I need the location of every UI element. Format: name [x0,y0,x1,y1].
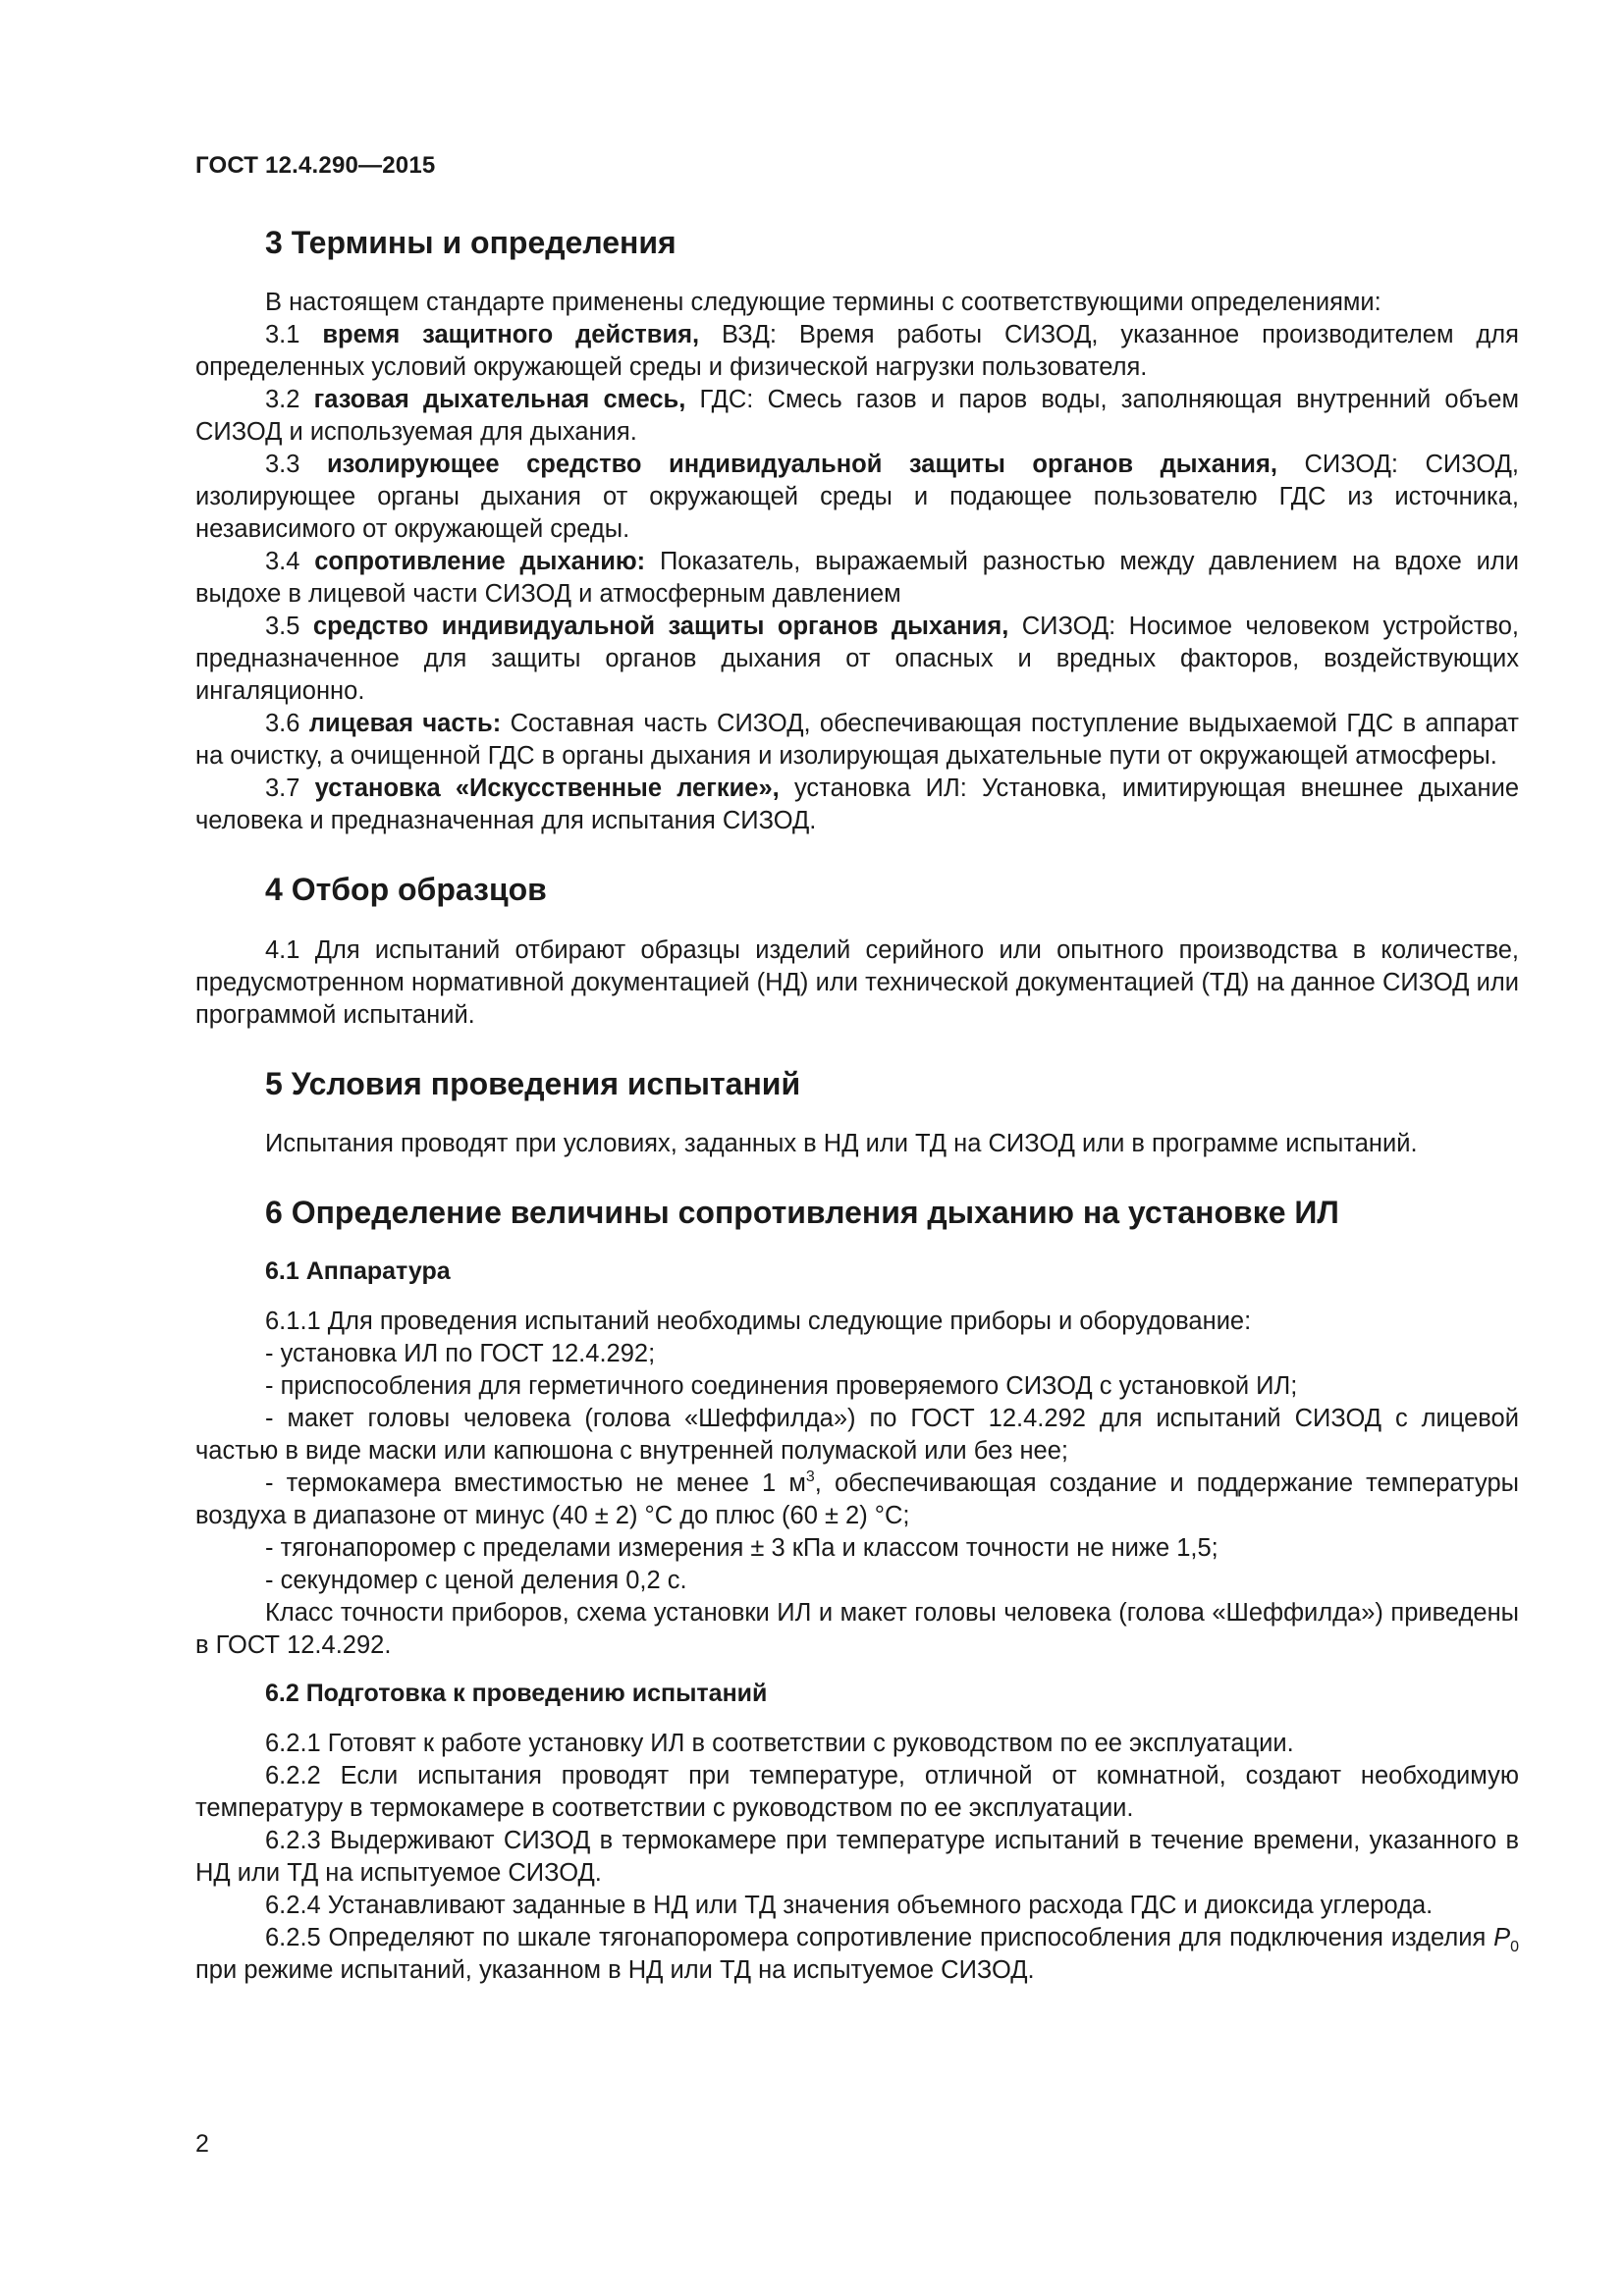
term-name: лицевая часть: [308,710,502,738]
term-name: сопротивление дыханию: [314,548,646,576]
subscript: 0 [1510,1938,1519,1955]
section-3-intro: В настоящем стандарте применены следующие термины с соответствующими определениями: [265,289,1381,317]
paragraph-4-1: 4.1 Для испытаний отбирают образцы изделий серийного или опытного производства в количестве, предусмотренном нормативной документацией (НД) или технической документацией (ТД) на данное СИЗОД или программой испытаний. [195,935,1519,1029]
paragraph-6-2-5 [195,1922,1519,1987]
subsection-6-2-title: 6.2 Подготовка к проведению испытаний [265,1679,768,1707]
term-name: изолирующее средство индивидуальной защиты органов дыхания, [326,451,1277,479]
subsection-6-1-title: 6.1 Аппаратура [265,1256,451,1285]
term-name: газовая дыхательная смесь, [313,386,686,414]
symbol-p: P [1493,1923,1511,1951]
section-4-title: 4 Отбор образцов [265,872,547,908]
term-3-1 [195,319,1519,384]
term-number: 3.7 [265,774,315,803]
term-definition: Показатель, выражаемый разностью между давлением на вдохе или выдохе в лицевой части СИЗОД и атмосферным давлением [195,548,1520,609]
term-3-5 [195,611,1519,708]
paragraph-6-2-3: 6.2.3 Выдерживают СИЗОД в термокамере при температуре испытаний в течение времени, указанного в НД или ТД на испытуемое СИЗОД. [195,1826,1519,1887]
term-3-2 [195,384,1519,449]
list-item: - тягонапоромер с пределами измерения ± 3 кПа и классом точности не ниже 1,5; [265,1533,1218,1562]
term-definition: СИЗОД: Носимое человеком устройство, предназначенное для защиты органов дыхания от опасных и вредных факторов, воздействующих ингаляционно. [195,613,1519,706]
paragraph-6-2-4: 6.2.4 Устанавливают заданные в НД или ТД значения объемного расхода ГДС и диоксида углерода. [265,1891,1434,1919]
superscript: 3 [805,1468,815,1485]
term-number: 3.4 [265,548,315,576]
term-definition: Составная часть СИЗОД, обеспечивающая поступление выдыхаемой ГДС в аппарат на очистку, а очищенной ГДС в органы дыхания и изолирующая дыхательные пути от окружающей атмосферы. [195,710,1519,771]
term-number: 3.3 [265,451,327,479]
paragraph-6-2-1: 6.2.1 Готовят к работе установку ИЛ в соответствии с руководством по ее эксплуатации. [265,1729,1294,1757]
paragraph-6-2-2: 6.2.2 Если испытания проводят при температуре, отличной от комнатной, создают необходимую температуру в термокамере в соответствии с руководством по ее эксплуатации. [195,1761,1519,1822]
term-3-3 [195,449,1519,546]
term-3-7 [195,773,1519,837]
term-definition: ГДС: Смесь газов и паров воды, заполняющая внутренний объем СИЗОД и используемая для дыхания. [195,386,1519,447]
list-item [195,1468,1519,1532]
term-name: установка «Искусственные легкие», [314,774,780,803]
list-item: - секундомер с ценой деления 0,2 с. [265,1566,687,1594]
term-definition: установка ИЛ: Установка, имитирующая внешнее дыхание человека и предназначенная для испытания СИЗОД. [195,774,1519,835]
apparatus-note: Класс точности приборов, схема установки ИЛ и макет головы человека (голова «Шеффилда») приведены в ГОСТ 12.4.292. [195,1598,1519,1659]
list-item-text: - термокамера вместимостью не менее 1 м [265,1468,806,1497]
section-5-title: 5 Условия проведения испытаний [265,1065,801,1101]
term-number: 3.2 [265,386,314,414]
paragraph-5: Испытания проводят при условиях, заданных в НД или ТД на СИЗОД или в программе испытаний. [265,1130,1418,1158]
section-6-title: 6 Определение величины сопротивления дыханию на установке ИЛ [265,1195,1339,1231]
term-definition: СИЗОД: СИЗОД, изолирующее органы дыхания от окружающей среды и подающее пользователю ГДС из источника, независимого от окружающей среды. [195,451,1519,544]
list-item: - установка ИЛ по ГОСТ 12.4.292; [265,1339,656,1367]
term-name: время защитного действия, [322,321,700,349]
list-item: - макет головы человека (голова «Шеффилда») по ГОСТ 12.4.292 для испытаний СИЗОД с лицевой частью в виде маски или капюшона с внутренней полумаской или без нее; [195,1404,1519,1465]
section-3-title: 3 Термины и определения [265,225,677,260]
document-body [195,224,1519,1987]
term-name: средство индивидуальной защиты органов дыхания, [312,613,1009,641]
term-number: 3.6 [265,710,309,738]
term-number: 3.5 [265,613,313,641]
list-item-text: , обеспечивающая создание и поддержание температуры воздуха в диапазоне от минус (40 ± 2) °С до плюс (60 ± 2) °С; [195,1468,1519,1529]
term-3-4 [195,546,1519,611]
paragraph-text: 6.2.5 Определяют по шкале тягонапоромера сопротивление приспособления для подключения изделия [265,1923,1494,1951]
paragraph-6-1-1: 6.1.1 Для проведения испытаний необходимы следующие приборы и оборудование: [265,1307,1252,1335]
list-item: - приспособления для герметичного соединения проверяемого СИЗОД с установкой ИЛ; [265,1371,1298,1400]
term-number: 3.1 [265,321,323,349]
term-definition: ВЗД: Время работы СИЗОД, указанное производителем для определенных условий окружающей среды и физической нагрузки пользователя. [195,321,1519,382]
page-number: 2 [195,2130,209,2158]
document-header: ГОСТ 12.4.290—2015 [195,152,436,179]
paragraph-text: при режиме испытаний, указанном в НД или ТД на испытуемое СИЗОД. [195,1955,1035,1984]
term-3-6 [195,708,1519,773]
